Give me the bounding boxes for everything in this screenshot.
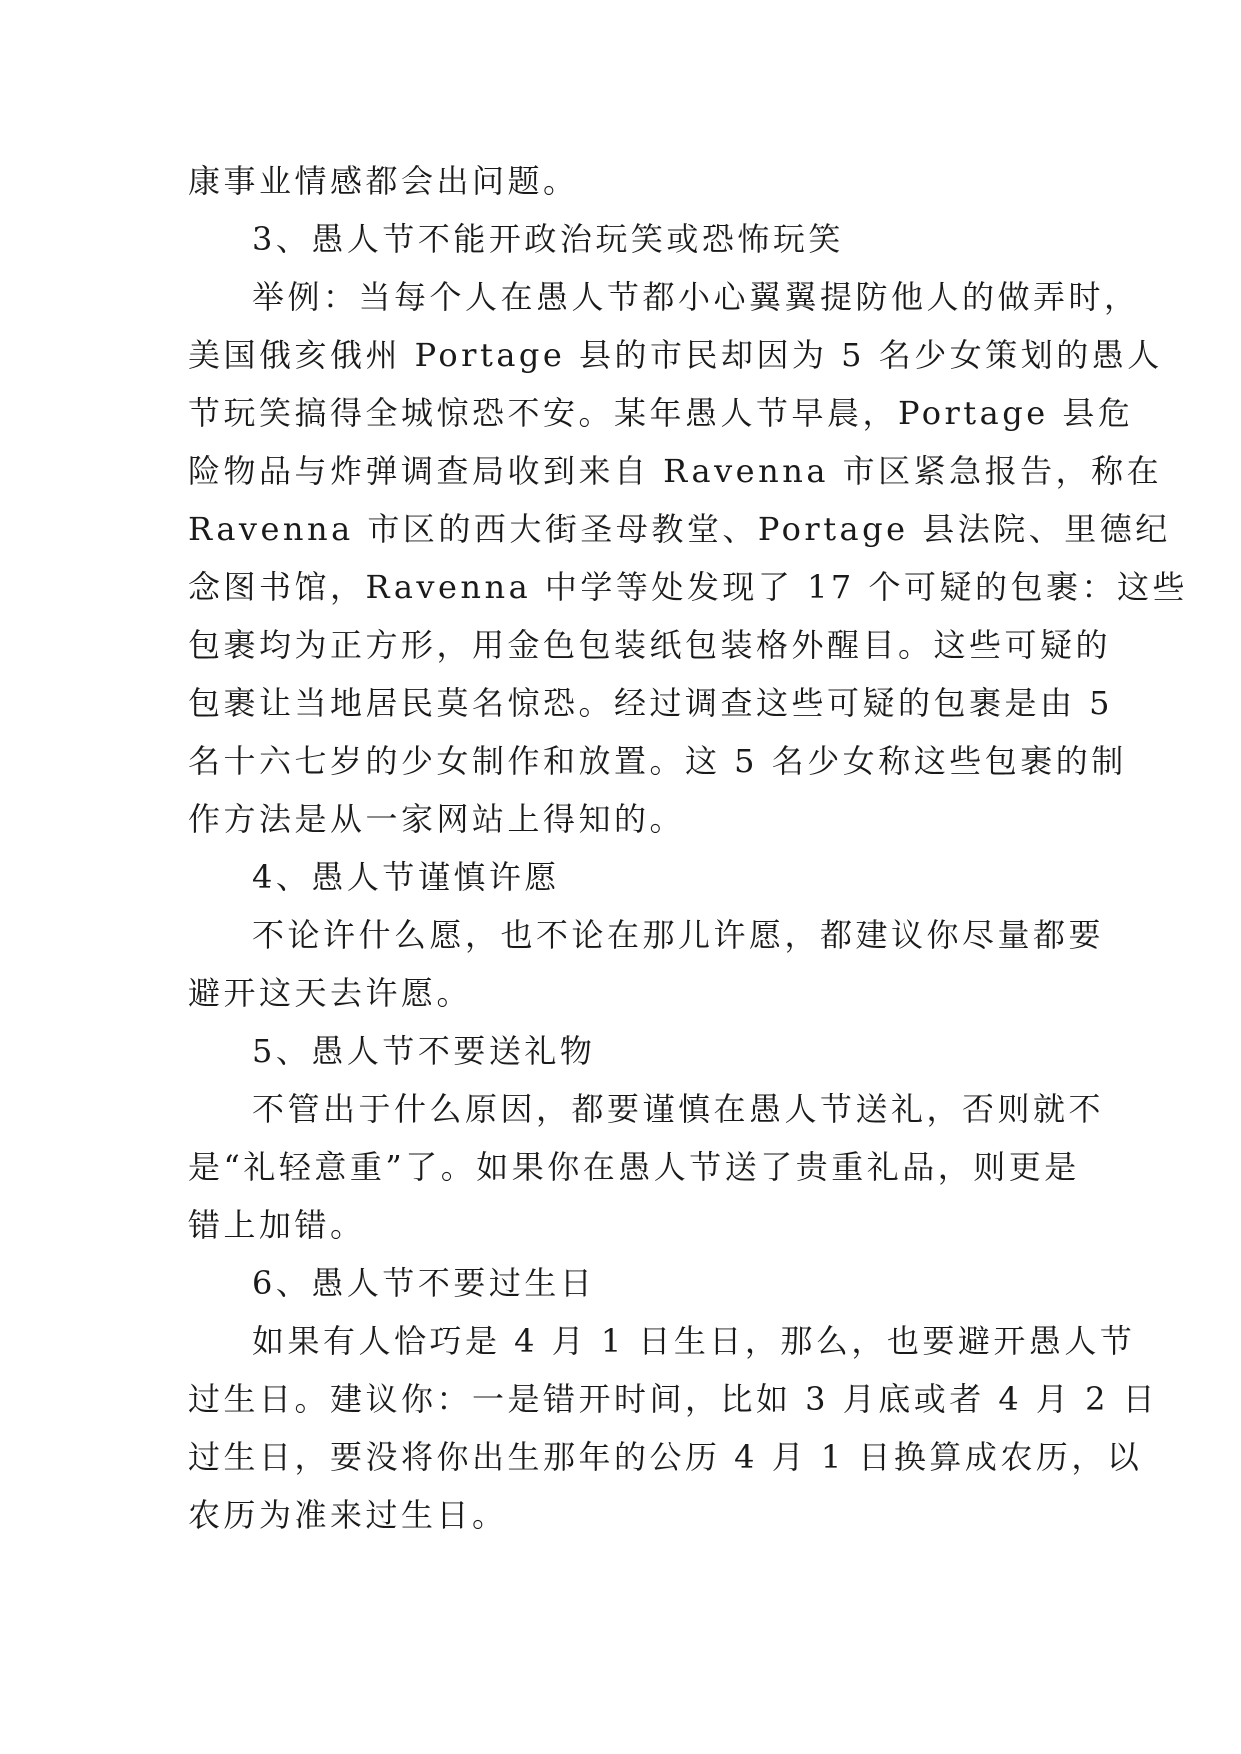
text-line: 作方法是从一家网站上得知的。	[188, 800, 686, 838]
text-line: 举例：当每个人在愚人节都小心翼翼提防他人的做弄时，	[252, 278, 1140, 316]
text-line: 错上加错。	[188, 1206, 366, 1244]
text-line: 节玩笑搞得全城惊恐不安。某年愚人节早晨，Portage 县危	[188, 394, 1134, 432]
text-line: 避开这天去许愿。	[188, 974, 473, 1012]
section-heading-6: 6、愚人节不要过生日	[252, 1264, 596, 1302]
text-line: 过生日，要没将你出生那年的公历 4 月 1 日换算成农历，以	[188, 1438, 1143, 1476]
section-heading-4: 4、愚人节谨慎许愿	[252, 858, 560, 896]
text-line: 是“礼轻意重”了。如果你在愚人节送了贵重礼品，则更是	[188, 1148, 1080, 1186]
text-line: 包裹让当地居民莫名惊恐。经过调查这些可疑的包裹是由 5	[188, 684, 1114, 722]
document-body	[188, 152, 1188, 1544]
text-line: 美国俄亥俄州 Portage 县的市民却因为 5 名少女策划的愚人	[188, 336, 1163, 374]
text-line: 念图书馆，Ravenna 中学等处发现了 17 个可疑的包裹：这些	[188, 568, 1188, 606]
text-line: 康事业情感都会出问题。	[188, 162, 579, 200]
text-line: 不管出于什么原因，都要谨慎在愚人节送礼，否则就不	[252, 1090, 1105, 1128]
text-line: 农历为准来过生日。	[188, 1496, 508, 1534]
section-heading-5: 5、愚人节不要送礼物	[252, 1032, 596, 1070]
section-heading-3: 3、愚人节不能开政治玩笑或恐怖玩笑	[252, 220, 844, 258]
text-line: Ravenna 市区的西大街圣母教堂、Portage 县法院、里德纪	[188, 510, 1171, 548]
text-line: 不论许什么愿，也不论在那儿许愿，都建议你尽量都要	[252, 916, 1105, 954]
text-line: 如果有人恰巧是 4 月 1 日生日，那么，也要避开愚人节	[252, 1322, 1136, 1360]
text-line: 包裹均为正方形，用金色包装纸包装格外醒目。这些可疑的	[188, 626, 1112, 664]
text-line: 名十六七岁的少女制作和放置。这 5 名少女称这些包裹的制	[188, 742, 1127, 780]
text-line: 过生日。建议你：一是错开时间，比如 3 月底或者 4 月 2 日	[188, 1380, 1159, 1418]
text-line: 险物品与炸弹调查局收到来自 Ravenna 市区紧急报告，称在	[188, 452, 1163, 490]
